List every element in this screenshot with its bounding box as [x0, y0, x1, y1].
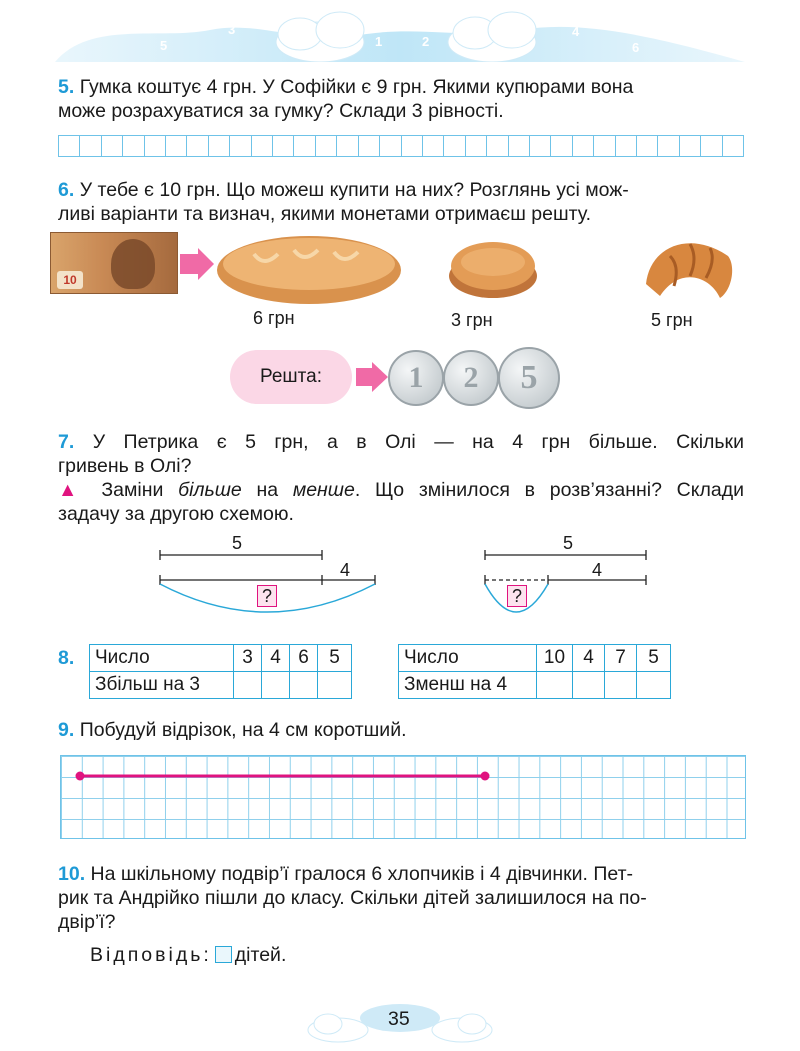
band-digit: 8 — [690, 22, 698, 37]
table-cell: 6 — [290, 645, 318, 672]
band-digit: 3 — [228, 22, 236, 37]
task-text-line: Гумка коштує 4 грн. У Софійки є 9 грн. Якими купюрами вона — [79, 76, 634, 98]
croissant-icon — [640, 226, 738, 308]
table-increase — [89, 644, 352, 699]
scheme-label: 4 — [340, 560, 351, 580]
table-cell: 5 — [637, 645, 671, 672]
task-number: 6. — [58, 179, 75, 201]
task-text-line: ливі варіанти та визнач, якими монетами отримаєш решту. — [58, 203, 591, 225]
table-row-label: Число — [399, 645, 537, 672]
arrow-right-icon — [180, 248, 216, 280]
question-box: ? — [257, 585, 277, 607]
band-digit: 5 — [160, 38, 168, 53]
band-digit: 7 — [108, 20, 116, 35]
table-cell: 5 — [318, 645, 352, 672]
coin-icon: 5 — [498, 347, 560, 409]
task-5-text — [58, 75, 758, 123]
banknote-image — [50, 232, 178, 294]
price-bun: 3 грн — [451, 310, 493, 330]
answer-line — [90, 943, 286, 967]
task-text-line: двір’ї? — [58, 911, 116, 933]
task-number: 8. — [58, 647, 75, 669]
task-number: 7. — [58, 431, 75, 453]
table-cell: 4 — [262, 645, 290, 672]
task-number: 9. — [58, 719, 75, 741]
answer-cell[interactable] — [537, 672, 573, 699]
coin-icon: 1 — [388, 350, 444, 406]
emphasis-word: менше — [292, 479, 355, 501]
task-text-line: задачу за другою схемою. — [58, 503, 294, 525]
task-text-line: Побудуй відрізок, на 4 см коротший. — [79, 719, 407, 741]
coin-icon: 2 — [443, 350, 499, 406]
answer-cell[interactable] — [318, 672, 352, 699]
scheme-1-diagram — [150, 530, 390, 630]
scheme-label: 4 — [592, 560, 603, 580]
answer-cell[interactable] — [234, 672, 262, 699]
table-cell: 4 — [573, 645, 605, 672]
emphasis-word: більше — [178, 479, 242, 501]
band-digit: 1 — [375, 34, 383, 49]
band-digit: 6 — [632, 40, 640, 55]
table-cell: 7 — [605, 645, 637, 672]
answer-cell[interactable] — [637, 672, 671, 699]
answer-cell[interactable] — [605, 672, 637, 699]
task-10-text — [58, 862, 748, 934]
bread-icon — [214, 228, 404, 308]
bun-icon — [448, 238, 538, 300]
change-label: Решта: — [260, 366, 322, 387]
answer-box[interactable] — [215, 946, 232, 963]
banknote-value: 10 — [57, 271, 83, 289]
scheme-label: 5 — [232, 533, 243, 553]
triangle-icon: ▲ — [58, 479, 87, 501]
question-box: ? — [507, 585, 527, 607]
scheme-label: 5 — [563, 533, 574, 553]
answer-cells-strip[interactable] — [58, 135, 744, 157]
task-7-text: 7. У Петрика є 5 грн, а в Олі — на 4 грн більше. Скільки гривень в Олі? ▲ Заміни більше на менше. Що змінилося в розв’язанні? Склади задачу за другою схемою. — [58, 430, 758, 526]
answer-cell[interactable] — [290, 672, 318, 699]
task-text-line: рик та Андрійко пішли до класу. Скільки дітей залишилося на по- — [58, 887, 647, 909]
price-croissant: 5 грн — [651, 310, 693, 330]
top-decoration-band — [0, 0, 800, 62]
answer-cell[interactable] — [262, 672, 290, 699]
task-text-line: На шкільному подвір’ї гралося 6 хлопчиків і 4 дівчинки. Пет- — [90, 863, 633, 885]
table-row-label: Число — [90, 645, 234, 672]
task-text-line: може розрахуватися за гумку? Склади 3 рівності. — [58, 100, 504, 122]
band-digit: 0 — [398, 14, 406, 29]
table-cell: 3 — [234, 645, 262, 672]
arrow-right-icon — [356, 362, 390, 392]
answer-unit: дітей. — [234, 944, 287, 966]
task-text-line: У Петрика є 5 грн, а в Олі — на 4 грн більше. Скільки — [92, 431, 744, 453]
task-6-text — [58, 178, 758, 226]
task-9-text — [58, 718, 407, 742]
clouds-decoration-icon — [0, 0, 800, 62]
band-digit: 4 — [572, 24, 580, 39]
segment-endpoint — [481, 772, 490, 781]
task-number: 10. — [58, 863, 86, 885]
segment-line — [60, 755, 746, 839]
table-decrease — [398, 644, 671, 699]
answer-label: Відповідь: — [90, 944, 212, 966]
task-text-line: У тебе є 10 грн. Що можеш купити на них? Розглянь усі мож- — [79, 179, 629, 201]
table-cell: 10 — [537, 645, 573, 672]
portrait-icon — [111, 239, 155, 289]
table-row-label: Збільш на 3 — [90, 672, 234, 699]
answer-cell[interactable] — [573, 672, 605, 699]
change-pill — [230, 350, 352, 404]
segment-endpoint — [76, 772, 85, 781]
task-text-line: гривень в Олі? — [58, 455, 192, 477]
page-number: 35 — [388, 1008, 410, 1030]
table-row-label: Зменш на 4 — [399, 672, 537, 699]
price-bread: 6 грн — [253, 308, 295, 328]
task-number: 5. — [58, 76, 75, 98]
band-digit: 2 — [422, 34, 430, 49]
